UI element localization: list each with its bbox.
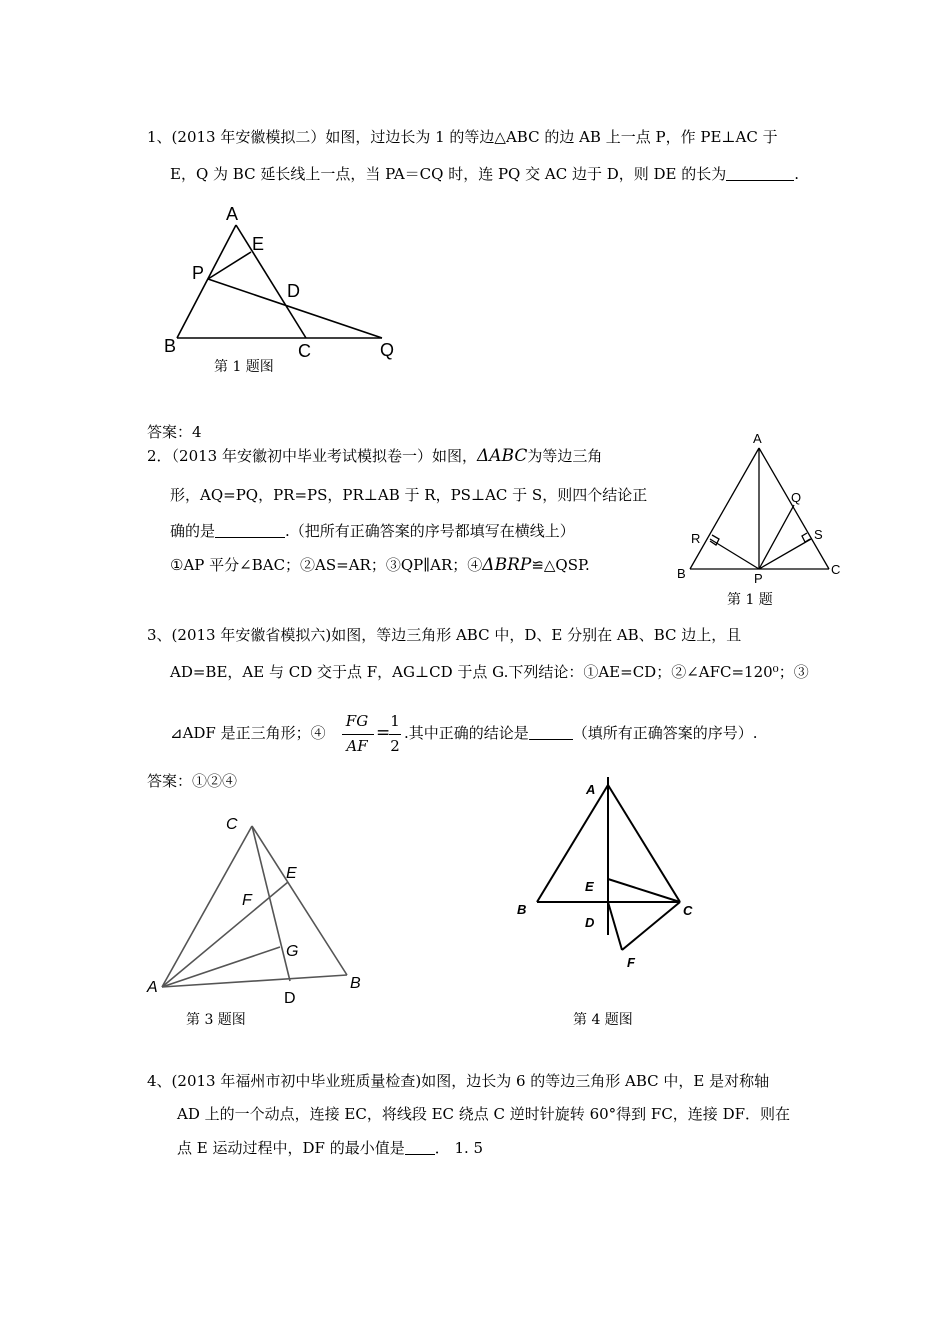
q2-line3 (170, 521, 575, 541)
q4-figure-caption: 第 4 题图 (573, 1012, 633, 1028)
q4-segment-fc (622, 902, 680, 950)
q4-label-e: E (585, 879, 594, 894)
q2-label-q: Q (791, 490, 802, 505)
q1-answer-blank (726, 164, 794, 181)
q2-figure (675, 430, 855, 590)
q3-line2: AD=BE，AE 与 CD 交于点 F，AG⊥CD 于点 G.下列结论：①AE=CD；②∠AFC=120⁰；③ (170, 663, 809, 681)
q2-line3-text: 确的是 (170, 522, 216, 540)
q3-line3-start: ⊿ADF 是正三角形；④ (170, 724, 326, 742)
q3-line3-tail: （填所有正确答案的序号）. (572, 724, 758, 742)
q2-line1 (147, 446, 602, 466)
q2-answer-blank (215, 521, 285, 538)
q1-line2 (170, 164, 799, 184)
q3-label-d: D (284, 990, 296, 1007)
q1-label-q: Q (380, 340, 395, 360)
q1-label-e: E (252, 234, 265, 254)
q1-label-a: A (226, 204, 239, 224)
q4-line3 (177, 1138, 483, 1158)
q3-line3-text: .其中正确的结论是 (404, 724, 529, 742)
q3-half-denominator: 2 (390, 737, 400, 755)
q4-segment-ec (608, 879, 680, 902)
q3-figure (140, 805, 380, 1010)
q4-label-f: F (627, 955, 635, 970)
q4-segment-df (608, 902, 622, 950)
q2-line1-text: 2．（2013 年安徽初中毕业考试模拟卷一）如图， (147, 447, 477, 465)
q3-side-ca (162, 826, 252, 987)
q1-label-c: C (298, 341, 311, 361)
q2-line1-end: 为等边三角 (527, 447, 603, 465)
q1-figure (160, 200, 400, 370)
q4-label-b: B (517, 902, 527, 917)
q2-line2: 形，AQ=PQ，PR=PS，PR⊥AB 于 R，PS⊥AC 于 S，则四个结论正 (170, 486, 648, 504)
q2-label-c: C (831, 562, 841, 577)
q2-line4-end: ≌△QSP. (531, 556, 590, 574)
q1-caption: 第 1 题图 (214, 359, 274, 375)
q2-label-s: S (814, 527, 823, 542)
q2-line4-text: ①AP 平分∠BAC；②AS=AR；③QP∥AR；④ (170, 556, 483, 574)
q3-caption: 第 3 题图 (186, 1012, 246, 1028)
q2-line3-end: .（把所有正确答案的序号都填写在横线上） (285, 522, 575, 540)
q3-half-bar (389, 734, 401, 735)
q3-line1: 3、(2013 年安徽省模拟六)如图，等边三角形 ABC 中，D、E 分别在 AB、BC 边上，且 (147, 626, 742, 644)
q2-triangle-abc: ΔABC (477, 446, 528, 466)
q3-label-e: E (286, 865, 297, 882)
q4-line3-end: ． 1. 5 (434, 1139, 484, 1157)
q2-side-ab (690, 448, 759, 569)
q3-line3-end (404, 723, 758, 743)
q2-label-r: R (691, 531, 701, 546)
q2-label-a: A (753, 431, 762, 446)
q4-line1: 4、(2013 年福州市初中毕业班质量检查)如图，边长为 6 的等边三角形 ABC 中，E 是对称轴 (147, 1072, 770, 1090)
q1-label-b: B (164, 336, 177, 356)
q4-label-a: A (586, 782, 596, 797)
q1-line2-end: . (794, 165, 800, 183)
q3-answer: 答案：①②④ (147, 772, 238, 790)
q4-label-c: C (683, 903, 693, 918)
q3-label-a: A (147, 979, 158, 996)
q2-triangle-brp: ΔBRP (482, 555, 532, 575)
q3-fraction-denominator: AF (346, 737, 368, 755)
q1-line1: 1、(2013 年安徽模拟二）如图，过边长为 1 的等边△ABC 的边 AB 上一点 P，作 PE⊥AC 于 (147, 128, 778, 146)
q2-label-b: B (677, 566, 686, 581)
q1-side-ab (177, 225, 236, 338)
q1-label-d: D (287, 281, 300, 301)
q3-label-g: G (286, 943, 299, 960)
q4-line2: AD 上的一个动点，连接 EC，将线段 EC 绕点 C 逆时针旋转 60°得到 FC，连接 DF．则在 (177, 1105, 791, 1123)
q4-label-d: D (585, 915, 595, 930)
q3-label-b: B (350, 975, 361, 992)
q4-figure (510, 775, 710, 975)
q4-line3-text: 点 E 运动过程中，DF 的最小值是 (177, 1139, 405, 1157)
q1-line2-text: E，Q 为 BC 延长线上一点，当 PA＝CQ 时，连 PQ 交 AC 边于 D，则 DE 的长为 (170, 165, 727, 183)
q3-label-c: C (226, 816, 238, 833)
q4-side-ac (608, 785, 680, 902)
q3-fraction-bar (342, 734, 374, 735)
q1-answer: 答案：4 (147, 423, 202, 441)
q3-segment-cd (252, 826, 290, 981)
q3-label-f: F (242, 892, 252, 909)
q3-equals: = (376, 723, 391, 743)
q1-label-p: P (192, 263, 205, 283)
q2-line4 (170, 555, 590, 575)
q4-side-ab (537, 785, 608, 902)
q4-answer-blank (405, 1138, 435, 1155)
q2-label-p: P (754, 571, 763, 586)
q3-half-numerator: 1 (390, 712, 400, 730)
q3-answer-blank (529, 723, 573, 740)
q3-fraction-numerator: FG (345, 712, 369, 730)
q2-caption: 第 1 题 (727, 592, 773, 608)
